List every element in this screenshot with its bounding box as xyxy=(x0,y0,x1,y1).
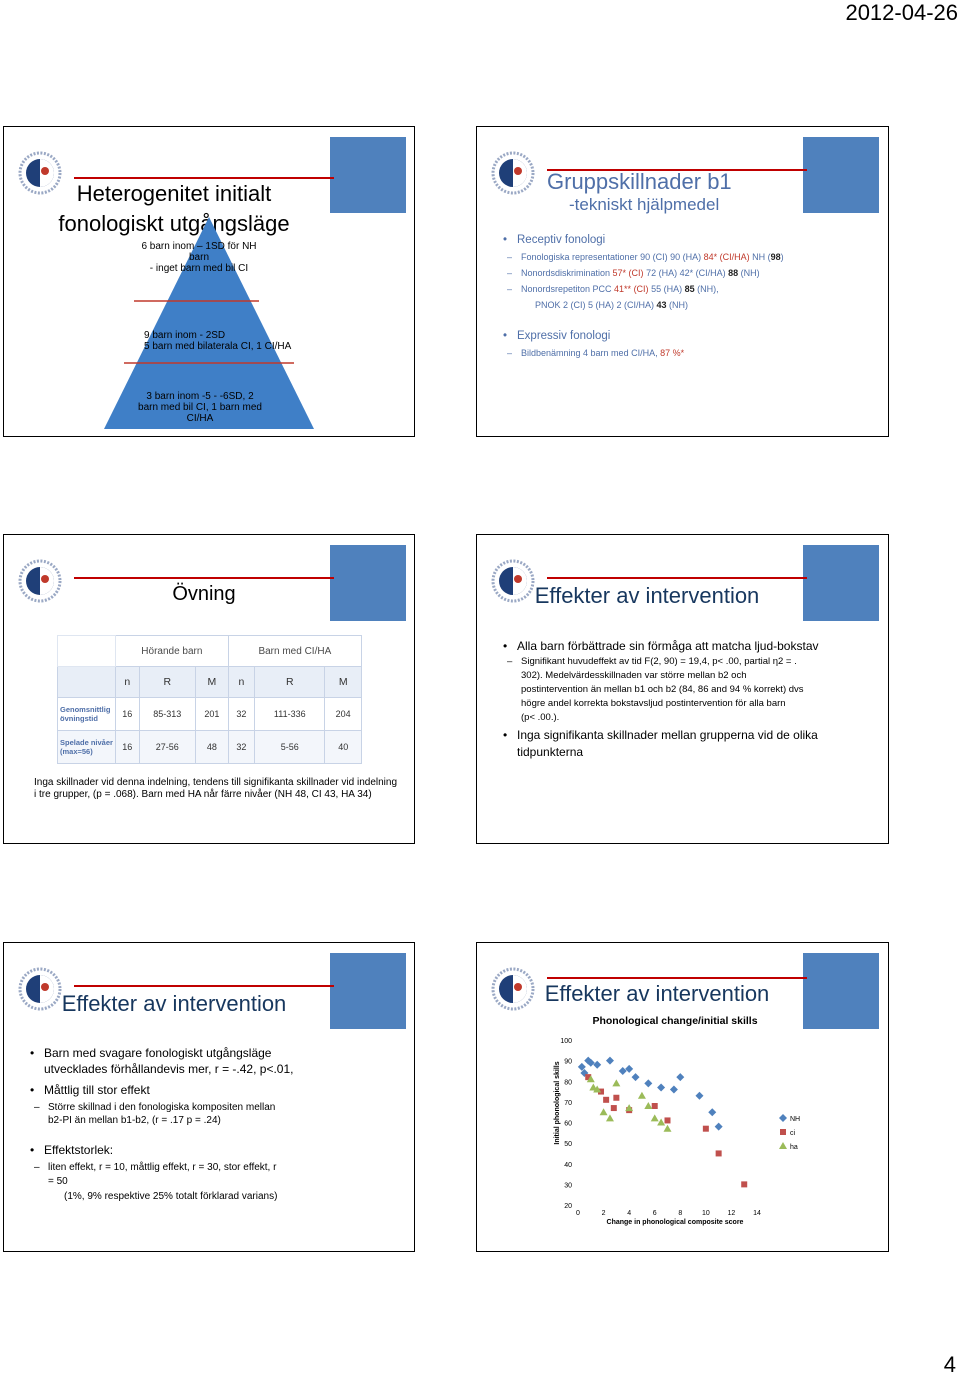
slide-rule xyxy=(547,577,807,579)
sub-text: – liten effekt, r = 10, måttlig effekt, r = 30, stor effekt, r xyxy=(48,1162,277,1173)
tier-text: - inget barn med bil CI xyxy=(149,263,249,274)
title-line: Heterogenitet initialt xyxy=(76,181,272,206)
tier-text: CI/HA xyxy=(186,413,214,424)
title-line: fonologiskt utgångsläge xyxy=(58,211,290,236)
sub-item-continued xyxy=(503,297,883,313)
data-point-ci xyxy=(741,1181,747,1187)
sub-text: Nonordsdiskrimination xyxy=(521,268,613,278)
slide-ovning xyxy=(3,534,415,844)
page-number: 4 xyxy=(943,1352,956,1377)
sub-text-bold: 85 xyxy=(684,284,695,294)
ovning-table xyxy=(57,635,362,764)
legend-marker xyxy=(780,1129,786,1135)
slide-title: Övning xyxy=(172,583,236,605)
table-col-header: M xyxy=(195,667,228,698)
table-col-header: n xyxy=(228,667,254,698)
data-point-ci xyxy=(613,1095,619,1101)
sub-text: (NH) xyxy=(666,300,689,310)
sub-text-highlight: 84* (CI/HA) xyxy=(703,252,750,262)
data-point-ha xyxy=(664,1125,672,1132)
pyramid-tier-bottom xyxy=(110,391,290,424)
x-tick-label: 2 xyxy=(601,1210,606,1217)
sub-item xyxy=(503,655,883,725)
tier-text: 3 barn inom -5 - -6SD, 2 xyxy=(146,391,254,402)
sub-text: högre andel korrekta bokstavsljud postintervention för alla barn xyxy=(521,698,786,709)
bullet-item: • Måttlig till stor effekt xyxy=(30,1081,410,1099)
tier-text: 6 barn inom – 1SD för NH xyxy=(141,241,257,252)
sub-text: postintervention än mellan b1 och b2 (84, 86 and 94 % korrekt) dvs xyxy=(521,684,804,695)
sub-text-bold: 98 xyxy=(770,252,781,262)
slide-heterogenitet xyxy=(3,126,415,437)
y-tick-label: 60 xyxy=(564,1120,572,1128)
data-point-ha xyxy=(644,1102,652,1109)
data-point-ha xyxy=(606,1114,614,1121)
table-cell: 48 xyxy=(195,731,228,764)
bullet-item: • Effektstorlek: xyxy=(30,1141,410,1159)
x-tick-label: 12 xyxy=(727,1210,736,1217)
slide-effekter-2 xyxy=(3,942,415,1252)
y-tick-label: 30 xyxy=(564,1182,572,1190)
sub-text: 302). Medelvärdesskillnaden var större mellan b2 och xyxy=(521,670,747,681)
table-row-label: Spelade nivåer (max=56) xyxy=(58,731,116,764)
legend-label: ha xyxy=(790,1144,798,1151)
slide-body xyxy=(30,1045,410,1205)
data-point-ci xyxy=(603,1097,609,1103)
sub-item xyxy=(503,249,883,265)
scatter-chart xyxy=(477,943,889,1252)
sub-item xyxy=(30,1161,410,1189)
y-tick-label: 100 xyxy=(560,1038,572,1045)
pyramid-tier-middle xyxy=(144,330,304,352)
sub-item xyxy=(503,345,883,361)
data-point-ha xyxy=(651,1114,659,1121)
data-point-nh xyxy=(695,1092,703,1100)
slide-title: Effekter av intervention xyxy=(544,981,770,1006)
slide-title: Gruppskillnader b1 xyxy=(547,169,732,194)
data-point-nh xyxy=(715,1123,723,1131)
sub-text-bold: 43 xyxy=(656,300,667,310)
sub-text: PNOK 2 (CI) 5 (HA) 2 (CI/HA) xyxy=(535,300,657,310)
slide-body xyxy=(503,637,883,761)
data-point-nh xyxy=(644,1079,652,1087)
y-tick-label: 90 xyxy=(564,1058,572,1066)
sub-text-highlight: 41** (CI) xyxy=(614,284,649,294)
data-point-ci xyxy=(703,1126,709,1132)
data-point-nh xyxy=(593,1061,601,1069)
bullet-text: • Inga signifikanta skillnader mellan grupperna vid de olika xyxy=(517,728,818,742)
sub-text: NH ( xyxy=(749,252,771,262)
sub-text: Nonordsrepetiton PCC xyxy=(521,284,615,294)
bullet-text: • Barn med svagare fonologiskt utgångsläge xyxy=(44,1046,272,1060)
sub-text: ) xyxy=(780,252,784,262)
table-col-header: R xyxy=(139,667,195,698)
data-point-nh xyxy=(606,1057,614,1065)
y-tick-label: 50 xyxy=(564,1141,572,1149)
table-cell: 16 xyxy=(116,731,140,764)
sub-text: 55 (HA) xyxy=(648,284,685,294)
data-point-nh xyxy=(708,1108,716,1116)
data-point-ha xyxy=(638,1092,646,1099)
slide-effekter-1 xyxy=(476,534,889,844)
table-group-header: Barn med CI/HA xyxy=(228,636,361,667)
chart-title: Phonological change/initial skills xyxy=(592,1015,758,1027)
y-tick-label: 40 xyxy=(564,1161,572,1169)
sub-text-highlight: 87 %* xyxy=(660,348,685,358)
data-point-nh xyxy=(676,1073,684,1081)
table-corner xyxy=(58,667,116,698)
table-col-header: M xyxy=(325,667,362,698)
table-row xyxy=(58,731,362,764)
bullet-text: utvecklades förhållandevis mer, r = -.42, p<.01, xyxy=(44,1062,294,1076)
university-logo-icon xyxy=(18,559,62,603)
sub-text: – Signifikant huvudeffekt av tid F(2, 90) = 19,4, p< .00, partial η2 = . xyxy=(521,656,797,667)
data-point-ha xyxy=(657,1119,665,1126)
slide-accent-block xyxy=(803,137,879,213)
table-cell: 32 xyxy=(228,698,254,731)
tier-text: 5 barn med bilaterala CI, 1 CI/HA xyxy=(144,341,292,352)
table-cell: 27-56 xyxy=(139,731,195,764)
sub-item xyxy=(503,265,883,281)
sub-text-bold: 88 xyxy=(728,268,739,278)
slide-accent-block xyxy=(330,953,406,1029)
table-group-header: Hörande barn xyxy=(116,636,229,667)
data-point-ci xyxy=(652,1103,658,1109)
table-col-header: R xyxy=(255,667,325,698)
sub-text: (p< .00.). xyxy=(521,712,560,723)
slide-gruppskillnader xyxy=(476,126,889,437)
y-axis-label: Initial phonological skills xyxy=(554,1061,561,1145)
bullet-item xyxy=(30,1045,410,1077)
data-point-nh xyxy=(625,1065,633,1073)
slide-rule xyxy=(74,985,334,987)
bullet-item: • Expressiv fonologi xyxy=(503,327,883,345)
table-row xyxy=(58,698,362,731)
table-cell: 40 xyxy=(325,731,362,764)
x-axis-label: Change in phonological composite score xyxy=(606,1219,744,1226)
pyramid-tier-top xyxy=(124,241,274,274)
slide-effekter-chart xyxy=(476,942,889,1252)
data-point-ci xyxy=(611,1105,617,1111)
sub-text: = 50 xyxy=(48,1176,68,1187)
table-cell: 204 xyxy=(325,698,362,731)
sub-text: b2-PI än mellan b1-b2, (r = .17 p = .24) xyxy=(48,1115,221,1126)
tier-text: barn med bil CI, 1 barn med xyxy=(138,402,262,413)
legend-label: NH xyxy=(790,1116,801,1123)
slide-title: Effekter av intervention xyxy=(61,991,287,1016)
slide-accent-block xyxy=(330,545,406,621)
y-tick-label: 70 xyxy=(564,1099,572,1107)
university-logo-icon xyxy=(491,151,535,195)
sub-text: 72 (HA) 42* (CI/HA) xyxy=(643,268,729,278)
slide-accent-block xyxy=(803,545,879,621)
note-line: i tre grupper, (p = .068). Barn med HA når färre nivåer (NH 48, CI 43, HA 34) xyxy=(34,789,372,800)
sub-item xyxy=(30,1101,410,1127)
table-cell: 111-336 xyxy=(255,698,325,731)
bullet-item: • Alla barn förbättrade sin förmåga att matcha ljud-bokstav xyxy=(503,637,883,655)
sub-text: Fonologiska representationer 90 (CI) 90 (HA) xyxy=(521,252,704,262)
data-point-ha xyxy=(612,1079,620,1086)
table-corner xyxy=(58,636,116,667)
bullet-item xyxy=(503,727,883,761)
x-tick-label: 10 xyxy=(701,1210,710,1217)
table-cell: 201 xyxy=(195,698,228,731)
sub-text: – Större skillnad i den fonologiska kompositen mellan xyxy=(48,1102,276,1113)
x-tick-label: 4 xyxy=(627,1210,632,1217)
table-cell: 85-313 xyxy=(139,698,195,731)
data-point-nh xyxy=(619,1067,627,1075)
data-point-ci xyxy=(665,1117,671,1123)
sub-text: (1%, 9% respektive 25% totalt förklarad varians) xyxy=(64,1191,278,1202)
table-cell: 5-56 xyxy=(255,731,325,764)
y-tick-label: 80 xyxy=(564,1079,572,1087)
sub-text-highlight: 57* (CI) xyxy=(612,268,644,278)
data-point-ci xyxy=(716,1150,722,1156)
data-point-nh xyxy=(670,1086,678,1094)
slide-title: Effekter av intervention xyxy=(534,583,760,608)
legend-marker xyxy=(779,1114,787,1122)
data-point-ha xyxy=(600,1108,608,1115)
bullet-text: tidpunkterna xyxy=(517,745,584,759)
slide-subtitle: -tekniskt hjälpmedel xyxy=(569,195,720,214)
table-cell: 32 xyxy=(228,731,254,764)
table-row-label: Genomsnittlig övningstid xyxy=(58,698,116,731)
y-tick-label: 20 xyxy=(564,1203,572,1210)
legend-marker xyxy=(779,1142,787,1149)
x-tick-label: 8 xyxy=(678,1210,683,1217)
legend-label: ci xyxy=(790,1130,796,1137)
slide-note xyxy=(34,777,414,801)
table-cell: 16 xyxy=(116,698,140,731)
x-tick-label: 0 xyxy=(576,1210,580,1217)
sub-text: (NH) xyxy=(738,268,760,278)
tier-text: barn xyxy=(188,252,209,263)
x-tick-label: 14 xyxy=(753,1210,761,1217)
x-tick-label: 6 xyxy=(652,1210,657,1217)
table-col-header: n xyxy=(116,667,140,698)
sub-text: Bildbenämning 4 barn med CI/HA, xyxy=(521,348,661,358)
note-line: Inga skillnader vid denna indelning, tendens till signifikanta skillnader vid indelning xyxy=(34,777,398,788)
slide-body xyxy=(503,231,883,361)
data-point-nh xyxy=(632,1073,640,1081)
sub-item xyxy=(503,281,883,297)
page-date: 2012-04-26 xyxy=(845,0,958,25)
data-point-nh xyxy=(657,1083,665,1091)
sub-text: (NH), xyxy=(694,284,719,294)
tier-text: 9 barn inom - 2SD xyxy=(144,330,226,341)
bullet-item: • Receptiv fonologi xyxy=(503,231,883,249)
